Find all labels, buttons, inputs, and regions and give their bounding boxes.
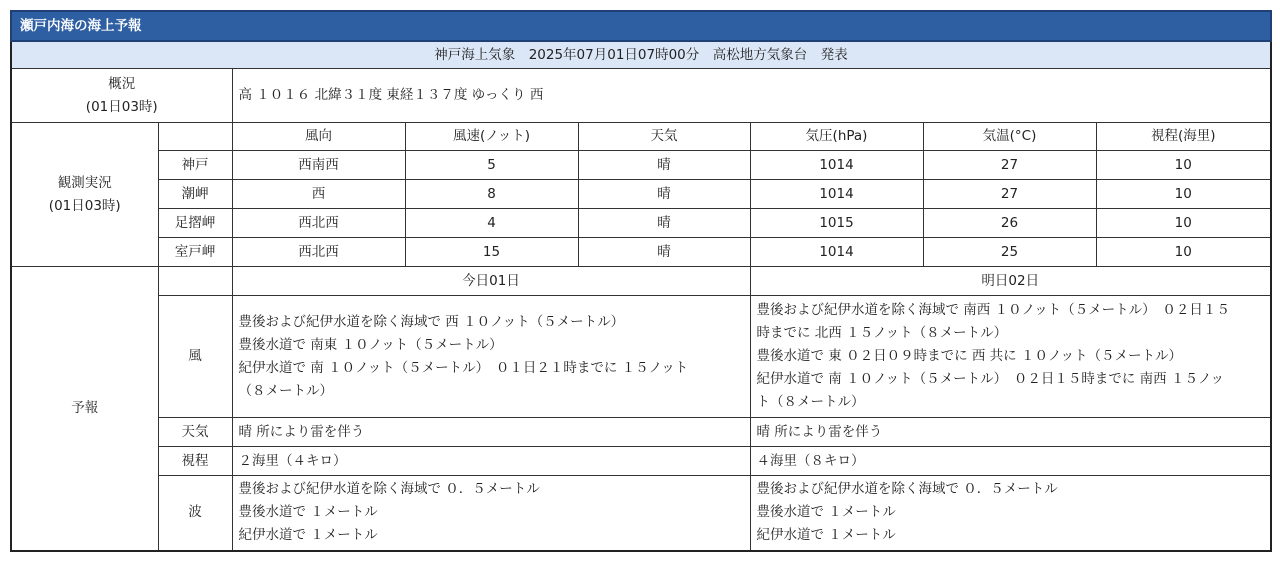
- overview-label: 概況 (01日03時): [11, 69, 232, 123]
- station-name: 室戸岬: [158, 238, 232, 267]
- table-cell: 8: [405, 180, 578, 209]
- visibility-label: 視程: [158, 447, 232, 476]
- weather-forecast-day2: 晴 所により雷を伴う: [750, 418, 1271, 447]
- table-cell: 27: [923, 180, 1096, 209]
- observation-label: 観測実況 (01日03時): [11, 123, 158, 267]
- forecast-corner: [158, 267, 232, 296]
- table-cell: 10: [1096, 151, 1271, 180]
- column-header: 気温(°C): [923, 123, 1096, 151]
- marine-forecast-table: [10, 10, 1272, 552]
- station-name: 神戸: [158, 151, 232, 180]
- table-row: [11, 180, 1271, 209]
- table-cell: 西北西: [232, 209, 405, 238]
- wave-forecast-day2: 豊後および紀伊水道を除く海域で ０．５メートル 豊後水道で １メートル 紀伊水道で １メートル: [750, 476, 1271, 551]
- wave-forecast-day1: 豊後および紀伊水道を除く海域で ０．５メートル 豊後水道で １メートル 紀伊水道で １メートル: [232, 476, 750, 551]
- weather-label: 天気: [158, 418, 232, 447]
- table-cell: 1014: [750, 238, 923, 267]
- wind-forecast-day1: 豊後および紀伊水道を除く海域で 西 １０ノット（５メートル） 豊後水道で 南東 １０ノット（５メートル） 紀伊水道で 南 １０ノット（５メートル） ０１日２１時までに １５ノット （８メートル）: [232, 296, 750, 418]
- table-cell: 25: [923, 238, 1096, 267]
- observation-corner: [158, 123, 232, 151]
- table-cell: 27: [923, 151, 1096, 180]
- issuance-header: 神戸海上気象 2025年07月01日07時00分 高松地方気象台 発表: [11, 41, 1271, 69]
- wind-forecast-day2: 豊後および紀伊水道を除く海域で 南西 １０ノット（５メートル） ０２日１５ 時までに 北西 １５ノット（８メートル） 豊後水道で 東 ０２日０９時までに 西 共に １０ノット（５メートル） 紀伊水道で 南 １０ノット（５メートル） ０２日１５時までに 南西 １５ノッ ト（８メートル）: [750, 296, 1271, 418]
- table-cell: 1015: [750, 209, 923, 238]
- marine-forecast-container: [10, 10, 1270, 552]
- table-cell: 1014: [750, 151, 923, 180]
- table-cell: 26: [923, 209, 1096, 238]
- table-cell: 晴: [578, 209, 750, 238]
- table-cell: 西南西: [232, 151, 405, 180]
- column-header: 気圧(hPa): [750, 123, 923, 151]
- column-header: 風向: [232, 123, 405, 151]
- station-name: 潮岬: [158, 180, 232, 209]
- weather-forecast-day1: 晴 所により雷を伴う: [232, 418, 750, 447]
- table-cell: 1014: [750, 180, 923, 209]
- visibility-forecast-day1: ２海里（４キロ）: [232, 447, 750, 476]
- column-header: 風速(ノット): [405, 123, 578, 151]
- table-row: [11, 151, 1271, 180]
- table-cell: 西: [232, 180, 405, 209]
- table-row: [11, 209, 1271, 238]
- table-cell: 西北西: [232, 238, 405, 267]
- table-cell: 4: [405, 209, 578, 238]
- table-cell: 10: [1096, 238, 1271, 267]
- day2-header: 明日02日: [750, 267, 1271, 296]
- wind-label: 風: [158, 296, 232, 418]
- column-header: 天気: [578, 123, 750, 151]
- table-cell: 晴: [578, 151, 750, 180]
- table-cell: 10: [1096, 209, 1271, 238]
- overview-text: 高 １０１６ 北緯３１度 東経１３７度 ゆっくり 西: [232, 69, 1271, 123]
- visibility-forecast-day2: ４海里（８キロ）: [750, 447, 1271, 476]
- wave-label: 波: [158, 476, 232, 551]
- table-row: [11, 238, 1271, 267]
- table-cell: 15: [405, 238, 578, 267]
- table-cell: 晴: [578, 238, 750, 267]
- column-header: 視程(海里): [1096, 123, 1271, 151]
- table-cell: 5: [405, 151, 578, 180]
- day1-header: 今日01日: [232, 267, 750, 296]
- forecast-label: 予報: [11, 267, 158, 551]
- table-cell: 10: [1096, 180, 1271, 209]
- page-title: 瀬戸内海の海上予報: [11, 11, 1271, 41]
- table-cell: 晴: [578, 180, 750, 209]
- station-name: 足摺岬: [158, 209, 232, 238]
